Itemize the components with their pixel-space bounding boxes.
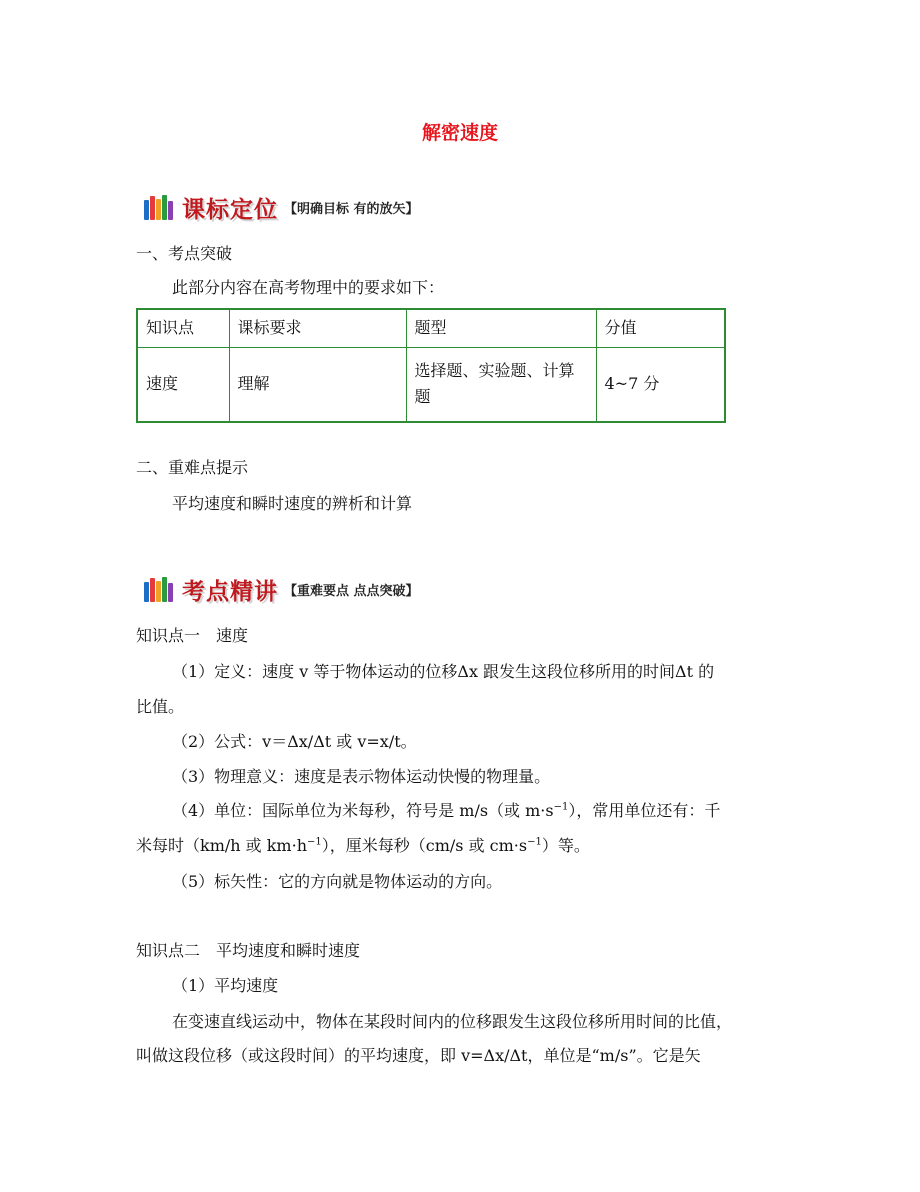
text: ）等。 [541,836,590,855]
paragraph: （1）定义：速度 v 等于物体运动的位移Δx 跟发生这段位移所用的时间Δt 的 [172,662,715,681]
banner-title: 考点精讲 [182,578,278,605]
books-icon [144,194,174,220]
table-header-cell: 知识点 [137,309,229,347]
superscript: −1 [527,836,542,848]
section-banner-key-points [144,572,419,606]
text: ），常用单位还有：千 [568,801,721,820]
knowledge-point-heading: 知识点二 平均速度和瞬时速度 [136,941,361,960]
table-cell: 选择题、实验题、计算题 [406,347,596,422]
paragraph: 此部分内容在高考物理中的要求如下： [172,278,445,297]
table-cell: 速度 [137,347,229,422]
unit-line [136,836,590,856]
text: 米每时（km/h 或 km·h [136,836,307,855]
table-row [137,347,725,422]
banner-subtitle: 【重难要点 点点突破】 [284,583,419,599]
books-icon [144,576,174,602]
paragraph: （3）物理意义：速度是表示物体运动快慢的物理量。 [172,767,551,786]
table-header-cell: 分值 [596,309,725,347]
text: ），厘米每秒（cm/s 或 cm·s [321,836,528,855]
requirements-table [136,308,726,423]
table-cell: 理解 [229,347,406,422]
unit-line [172,801,720,821]
text: （4）单位：国际单位为米每秒，符号是 m/s（或 m·s [172,801,554,820]
paragraph: 平均速度和瞬时速度的辨析和计算 [172,494,413,513]
superscript: −1 [553,801,569,813]
document-title: 解密速度 [421,122,498,144]
paragraph: （5）标矢性：它的方向就是物体运动的方向。 [172,872,503,891]
table-header-row [137,309,725,347]
knowledge-point-heading: 知识点一 速度 [136,626,249,645]
section-banner-curriculum [144,190,419,224]
section-heading: 一、考点突破 [136,244,233,263]
banner-title: 课标定位 [182,196,278,223]
formula-line: （2）公式：v＝Δx/Δt 或 v=x/t。 [172,732,417,751]
banner-subtitle: 【明确目标 有的放矢】 [284,201,419,217]
table-header-cell: 课标要求 [229,309,406,347]
section-heading: 二、重难点提示 [136,458,249,477]
paragraph: 在变速直线运动中，物体在某段时间内的位移跟发生这段位移所用时间的比值， [172,1012,733,1031]
paragraph: 叫做这段位移（或这段时间）的平均速度，即 v=Δx/Δt，单位是“m/s”。它是矢 [136,1046,701,1065]
paragraph: 比值。 [136,697,185,716]
subheading: （1）平均速度 [172,976,279,995]
table-header-cell: 题型 [406,309,596,347]
table-cell: 4~7 分 [596,347,725,422]
superscript: −1 [307,836,322,848]
